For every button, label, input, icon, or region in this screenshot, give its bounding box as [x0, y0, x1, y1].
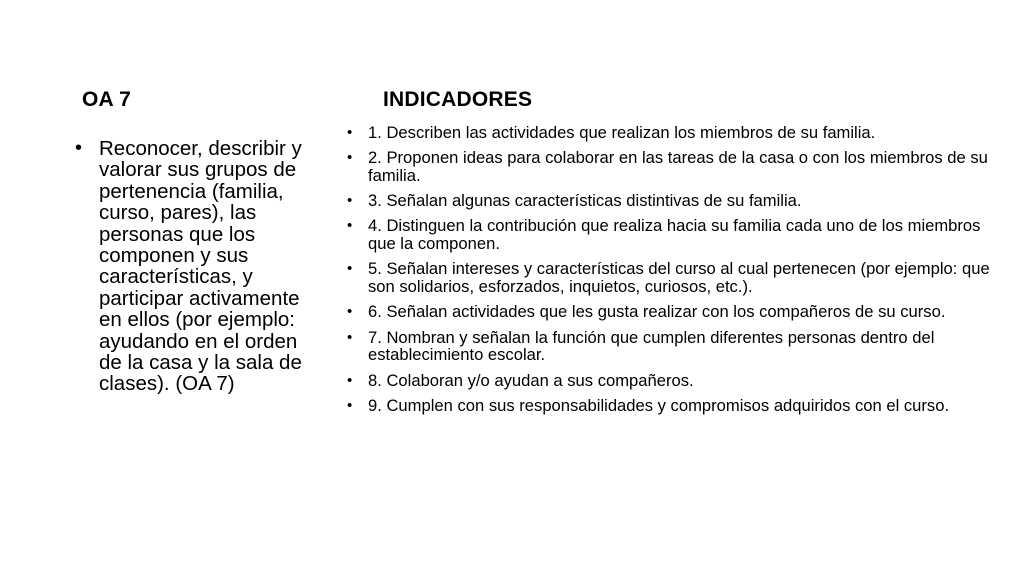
indicator-text: 7. Nombran y señalan la función que cumplen diferentes personas dentro del establecimiento escolar. [368, 327, 935, 365]
indicator-item [347, 372, 1007, 390]
indicator-text: 1. Describen las actividades que realizan los miembros de su familia. [368, 123, 876, 142]
indicator-item [347, 329, 1007, 365]
bullet-icon: • [347, 192, 353, 210]
objective-item [75, 138, 315, 395]
bullet-icon: • [347, 149, 353, 167]
indicator-text: 8. Colaboran y/o ayudan a sus compañeros. [368, 370, 694, 390]
indicator-item [347, 192, 1007, 210]
indicator-text: 6. Señalan actividades que les gusta realizar con los compañeros de su curso. [368, 302, 946, 322]
oa-heading: OA 7 [82, 88, 132, 111]
indicator-text: 5. Señalan intereses y características del curso al cual pertenecen (por ejemplo: que son solidarios, esforzados, inquietos, curiosos, etc.). [368, 259, 990, 297]
indicators-heading: INDICADORES [383, 88, 533, 111]
bullet-icon: • [347, 303, 353, 321]
indicator-text: 3. Señalan algunas características distintivas de su familia. [368, 191, 802, 211]
bullet-icon: • [347, 124, 353, 141]
indicator-item [347, 260, 1007, 296]
bullet-icon: • [347, 328, 353, 346]
bullet-icon: • [347, 217, 353, 235]
indicator-item [347, 303, 1007, 321]
objective-list [75, 138, 315, 395]
indicator-text: 2. Proponen ideas para colaborar en las tareas de la casa o con los miembros de su familia. [368, 148, 988, 185]
indicator-item [347, 124, 1007, 142]
objective-text: Reconocer, describir y valorar sus grupos de pertenencia (familia, curso, pares), las personas que los componen y sus características, y participar activamente en ellos (por ejemplo: ayudando en el orden de la casa y la sala de clases). (OA 7) [99, 137, 302, 396]
bullet-icon: • [75, 137, 83, 159]
bullet-icon: • [347, 260, 353, 278]
indicator-item [347, 149, 1007, 185]
indicator-text: 4. Distinguen la contribución que realiza hacia su familia cada uno de los miembros que la componen. [368, 216, 981, 254]
indicator-list [347, 124, 1007, 422]
bullet-icon: • [347, 396, 353, 414]
indicator-text: 9. Cumplen con sus responsabilidades y compromisos adquiridos con el curso. [368, 395, 950, 415]
indicator-item [347, 217, 1007, 253]
indicator-item [347, 397, 1007, 415]
bullet-icon: • [347, 371, 353, 389]
